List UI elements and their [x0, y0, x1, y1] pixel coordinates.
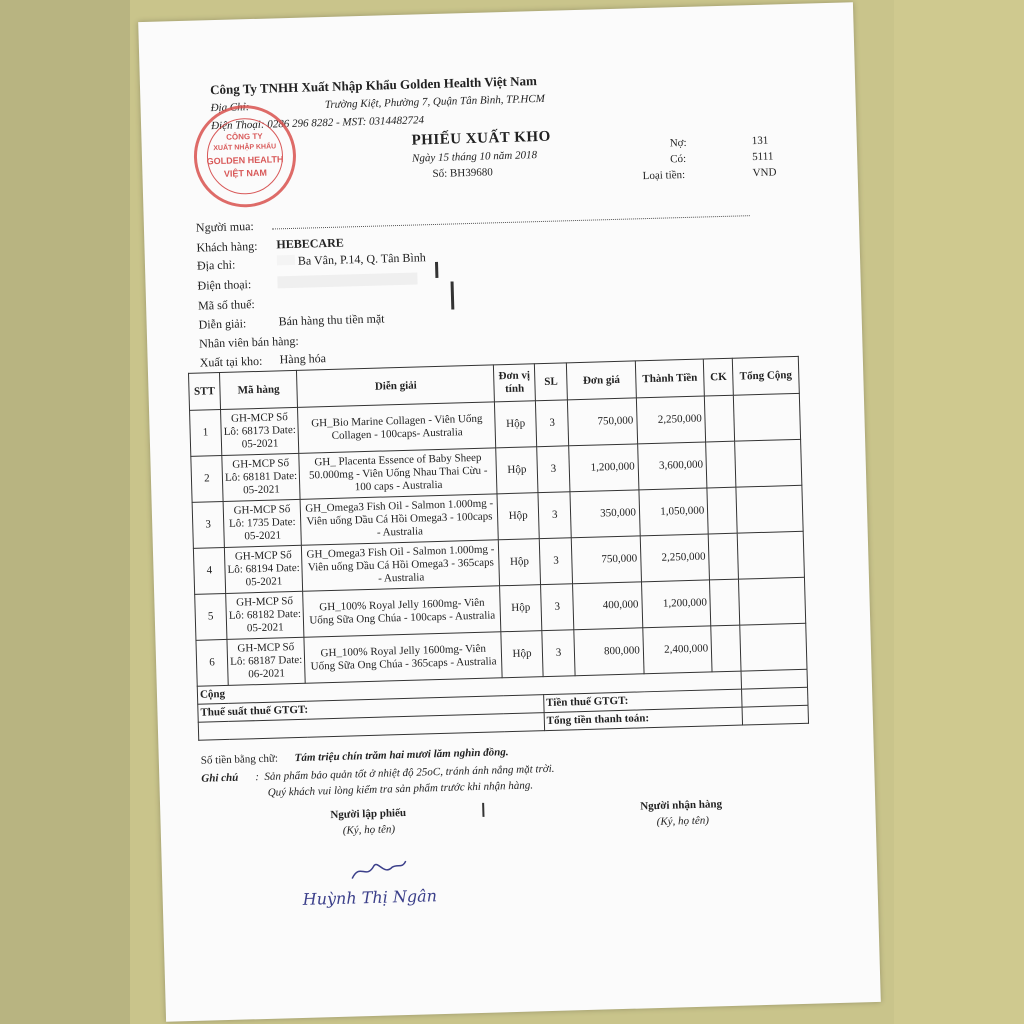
note-line-1: : Sản phẩm bảo quản tốt ở nhiệt độ 25oC, tránh ánh nắng mặt trời.	[255, 762, 555, 784]
value-warehouse: Hàng hóa	[279, 351, 327, 367]
document-number: Số: BH39680	[432, 166, 493, 181]
header-amount: Thành Tiền	[635, 359, 704, 398]
note-line-2: Quý khách vui lòng kiểm tra sản phẩm trước khi nhận hàng.	[267, 779, 534, 799]
phone-redacted	[277, 272, 417, 288]
label-warehouse: Xuất tại kho:	[199, 353, 263, 370]
table-grand-total-row: Tổng tiền thanh toán:	[198, 705, 808, 740]
company-address: Địa Chỉ: Trường Kiệt, Phường 7, Quận Tân Bình, TP.HCM	[210, 92, 546, 115]
table-row: 3 GH-MCP Số Lô: 1735 Date: 05-2021 GH_Omega3 Fish Oil - Salmon 1.000mg - Viên uống Dầu Cá Hồi Omega3 - 100caps - Australia Hộp 3 350,000 1,050,000	[192, 485, 803, 548]
label-staff: Nhân viên bán hàng:	[198, 333, 299, 351]
invoice-paper	[138, 2, 881, 1022]
header-code: Mã hàng	[219, 370, 298, 409]
total-redacted	[735, 439, 802, 487]
header-desc: Diễn giải	[297, 365, 495, 407]
label-customer: Khách hàng:	[196, 238, 258, 255]
document-date: Ngày 15 tháng 10 năm 2018	[411, 149, 538, 165]
header-qty: SL	[534, 363, 568, 401]
note-label: Ghi chú	[201, 771, 239, 785]
header-unit: Đơn vị tính	[494, 364, 536, 402]
table-row: 6 GH-MCP Số Lô: 68187 Date: 06-2021 GH_100% Royal Jelly 1600mg- Viên Uống Sữa Ong Chúa - 365caps - Australia Hộp 3 800,000 2,400,000	[196, 623, 807, 686]
label-currency: Loại tiền:	[642, 168, 686, 183]
value-address: Ba Vân, P.14, Q. Tân Bình	[277, 250, 426, 269]
pen-mark	[451, 281, 455, 309]
value-currency: VND	[752, 166, 777, 180]
table-total-row: Cộng	[197, 669, 807, 704]
receiver-label: Người nhận hàng	[640, 798, 723, 813]
signature-scribble-icon	[348, 855, 409, 887]
receiver-sign-hint: (Ký, họ tên)	[656, 814, 710, 829]
label-buyer: Người mua:	[195, 219, 254, 235]
value-desc: Bán hàng thu tiền mặt	[278, 311, 385, 329]
background-right	[894, 0, 1024, 1024]
value-no: 131	[751, 134, 769, 148]
issuer-label: Người lập phiếu	[330, 807, 407, 822]
pen-mark	[482, 803, 484, 817]
total-redacted	[733, 393, 800, 441]
label-co: Có:	[670, 152, 687, 166]
company-phone: Điện Thoại: 0286 296 8282 - MST: 0314482724	[210, 114, 425, 133]
header-stt: STT	[189, 373, 221, 411]
buyer-dotted-line	[272, 215, 750, 229]
total-redacted	[736, 485, 803, 533]
label-phone: Điện thoại:	[197, 277, 252, 293]
value-customer: HEBECARE	[276, 235, 344, 252]
header-ck: CK	[704, 358, 734, 396]
background-left	[0, 0, 130, 1024]
label-address: Địa chỉ:	[196, 257, 236, 273]
table-row: 1 GH-MCP Số Lô: 68173 Date: 05-2021 GH_Bio Marine Collagen - Viên Uống Collagen - 100caps- Australia Hộp 3 750,000 2,250,000	[190, 393, 801, 456]
document-title: PHIẾU XUẤT KHO	[411, 128, 552, 149]
issuer-sign-hint: (Ký, họ tên)	[342, 823, 396, 837]
company-stamp: CÔNG TY XUẤT NHẬP KHẨU GOLDEN HEALTH VIỆT NAM	[193, 104, 298, 209]
label-no: Nợ:	[669, 136, 687, 150]
pen-mark	[435, 262, 438, 278]
table-row: 5 GH-MCP Số Lô: 68182 Date: 05-2021 GH_100% Royal Jelly 1600mg- Viên Uống Sữa Ong Chúa - 100caps - Australia Hộp 3 400,000 1,200,000	[195, 577, 806, 640]
amount-in-words: Số tiền bằng chữ: Tám triệu chín trăm hai mươi lăm nghìn đồng.	[200, 746, 509, 767]
total-redacted	[740, 623, 807, 671]
items-table	[188, 353, 809, 741]
value-co: 5111	[752, 150, 774, 164]
header-total: Tổng Cộng	[732, 356, 799, 395]
label-desc: Diễn giải:	[198, 316, 247, 332]
header-price: Đơn giá	[567, 361, 636, 400]
label-tax: Mã số thuế:	[197, 297, 255, 313]
total-redacted	[737, 531, 804, 579]
company-name: Công Ty TNHH Xuất Nhập Khẩu Golden Health Việt Nam	[209, 73, 538, 98]
signature-name: Huỳnh Thị Ngân	[302, 886, 438, 909]
table-vat-row: Thuế suất thuế GTGT: Tiền thuế GTGT:	[198, 687, 808, 722]
table-row: 2 GH-MCP Số Lô: 68181 Date: 05-2021 GH_ Placenta Essence of Baby Sheep 50.000mg - Viên Uống Nhau Thai Cừu - 100 caps - Australia Hộp 3 1,200,000 3,600,000	[191, 439, 802, 502]
table-row: 4 GH-MCP Số Lô: 68194 Date: 05-2021 GH_Omega3 Fish Oil - Salmon 1.000mg - Viên uống Dầu Cá Hồi Omega3 - 365caps - Australia Hộp 3 750,000 2,250,000	[193, 531, 804, 594]
total-redacted	[738, 577, 805, 625]
